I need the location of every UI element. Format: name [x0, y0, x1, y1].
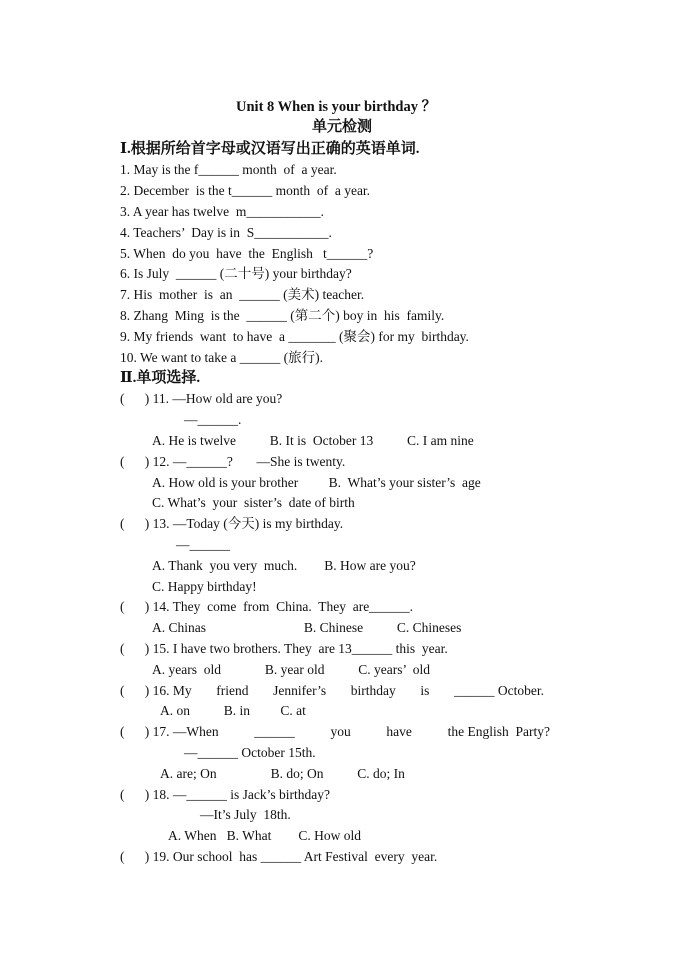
section-1-heading: Ⅰ.根据所给首字母或汉语写出正确的英语单词.: [120, 141, 420, 157]
question-16-word: Jennifer’s: [273, 683, 327, 698]
question-1: 1. May is the f______ month of a year.: [120, 162, 337, 177]
question-7: 7. His mother is an ______ (美术) teacher.: [120, 287, 365, 302]
question-12: ( ) 12. —______? —She is twenty.: [120, 454, 346, 469]
question-18-options: A. When B. What C. How old: [168, 828, 361, 843]
question-19: ( ) 19. Our school has ______ Art Festival every year.: [120, 849, 438, 864]
question-16-word: is: [420, 683, 430, 698]
page-subtitle: 单元检测: [312, 119, 373, 135]
question-11-options: A. He is twelve B. It is October 13 C. I am nine: [152, 433, 474, 448]
question-17-word: the English Party?: [447, 724, 550, 739]
question-4: 4. Teachers’ Day is in S___________.: [120, 225, 332, 240]
question-18: ( ) 18. —______ is Jack’s birthday?: [120, 787, 330, 802]
question-16-word: ______ October.: [454, 683, 544, 698]
question-15-options: A. years old B. year old C. years’ old: [152, 662, 430, 677]
question-17-word: have: [386, 724, 412, 739]
question-13-answer-blank: —______: [176, 537, 230, 552]
question-16-word: ( ) 16. My: [120, 683, 192, 698]
question-17: [120, 723, 550, 741]
question-9: 9. My friends want to have a _______ (聚会) for my birthday.: [120, 329, 469, 344]
question-6: 6. Is July ______ (二十号) your birthday?: [120, 266, 352, 281]
question-3: 3. A year has twelve m___________.: [120, 204, 324, 219]
question-18-answer: —It’s July 18th.: [200, 807, 291, 822]
question-14: ( ) 14. They come from China. They are______.: [120, 599, 414, 614]
question-8: 8. Zhang Ming is the ______ (第二个) boy in his family.: [120, 308, 445, 323]
question-10: 10. We want to take a ______ (旅行).: [120, 350, 323, 365]
question-17-options: A. are; On B. do; On C. do; In: [160, 766, 405, 781]
question-17-word: you: [330, 724, 351, 739]
question-2: 2. December is the t______ month of a year.: [120, 183, 371, 198]
question-16: [120, 682, 544, 700]
question-13: ( ) 13. —Today (今天) is my birthday.: [120, 516, 344, 531]
page-title: Unit 8 When is your birthday ？: [236, 99, 437, 115]
question-17-answer-blank: —______ October 15th.: [184, 745, 316, 760]
question-15: ( ) 15. I have two brothers. They are 13______ this year.: [120, 641, 448, 656]
question-11-answer-blank: —______.: [184, 412, 242, 427]
question-12-option-c: C. What’s your sister’s date of birth: [152, 495, 355, 510]
question-16-word: friend: [216, 683, 249, 698]
question-17-word: ______: [254, 724, 295, 739]
question-12-options-ab: A. How old is your brother B. What’s your sister’s age: [152, 475, 481, 490]
question-14-options: A. Chinas B. Chinese C. Chineses: [152, 620, 462, 635]
question-5: 5. When do you have the English t______?: [120, 246, 374, 261]
question-17-word: ( ) 17. —When: [120, 724, 219, 739]
question-13-option-c: C. Happy birthday!: [152, 579, 257, 594]
question-13-options-ab: A. Thank you very much. B. How are you?: [152, 558, 416, 573]
section-2-heading: Ⅱ.单项选择.: [120, 370, 201, 386]
question-16-word: birthday: [350, 683, 396, 698]
question-16-options: A. on B. in C. at: [160, 703, 306, 718]
question-11: ( ) 11. —How old are you?: [120, 391, 283, 406]
